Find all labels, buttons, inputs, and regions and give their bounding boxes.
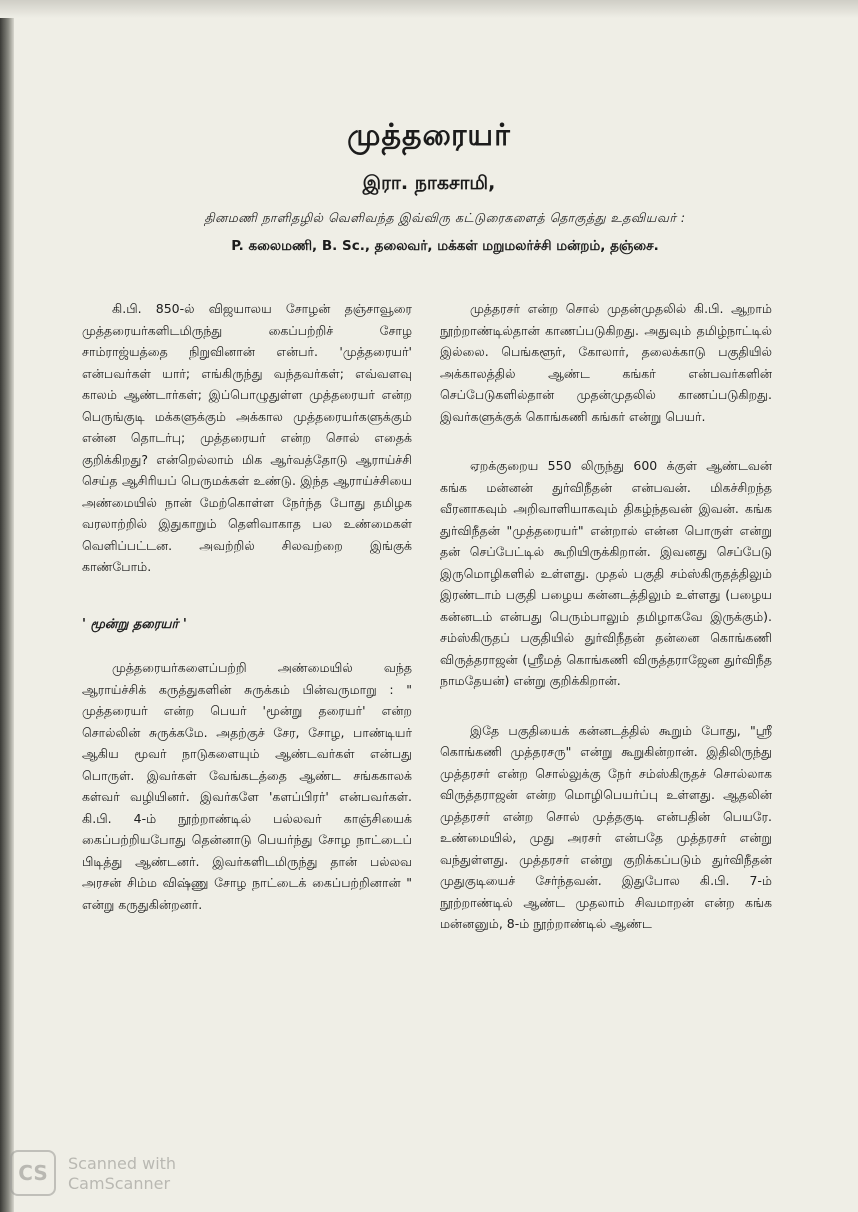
article-author: இரா. நாகசாமி, bbox=[362, 172, 496, 194]
watermark-line-1: Scanned with bbox=[68, 1154, 177, 1173]
left-paragraph-1: கி.பி. 850-ல் விஜயாலய சோழன் தஞ்சாவூரை முத்தரையர்களிடமிருந்து கைப்பற்றிச் சோழ சாம்ராஜ்யத்தை நிறுவினான் என்பர். 'முத்தரையர்' என்பவர்கள் யார்; எங்கிருந்து வந்தவர்கள்; எவ்வளவு காலம் ஆண்டார்கள்; இப்பொழுதுள்ள முத்தரையர் என்ற பெருங்குடி மக்களுக்கும் அக்கால முத்தரையர்களுக்கும் என்ன தொடர்பு; முத்தரையர் என்ற சொல் எதைக் குறிக்கிறது? என்றெல்லாம் மிக ஆர்வத்தோடு ஆராய்ச்சி செய்த ஆசிரியப் பெருமக்கள் உண்டு. இந்த ஆராய்ச்சியை அண்மையில் நான் மேற்கொள்ள நேர்ந்த போது தமிழக வரலாற்றில் இதுகாறும் தெளிவாகாத பல உண்மைகள் வெளிப்பட்டன. அவற்றில் சிலவற்றை இங்குக் காண்போம். bbox=[82, 301, 412, 574]
section-subheading: ' மூன்று தரையர் ' bbox=[82, 616, 187, 632]
right-column bbox=[440, 298, 772, 963]
credit-line: தினமணி நாளிதழில் வெளிவந்த இவ்விரு கட்டுரைகளைத் தொகுத்து உதவியவர் : bbox=[204, 210, 686, 225]
right-paragraph-2: ஏறக்குறைய 550 லிருந்து 600 க்குள் ஆண்டவன் கங்க மன்னன் துர்விநீதன் என்பவன். மிகச்சிறந்த வீரனாகவும் அறிவாளியாகவும் திகழ்ந்தவன் இவன். கங்க துர்விநீதன் "முத்தரையர்" என்றால் என்ன பொருள் என்று தன் செப்பேட்டில் கூறியிருக்கிறான். இவனது செப்பேடு இருமொழிகளில் உள்ளது. முதல் பகுதி சம்ஸ்கிருதத்திலும் இரண்டாம் பகுதி பழைய கன்னடத்திலும் உள்ளது (பழைய கன்னடம் என்பது பெரும்பாலும் தமிழாகவே இருக்கும்). சம்ஸ்கிருதப் பகுதியில் துர்விநீதன் தன்னை கொங்கணி விருத்தராஜன் (ஸ்ரீமத் கொங்கணி விருத்தராஜேன துர்விநீத நாமதேயன்) என்று குறிக்கிறான். bbox=[440, 458, 772, 688]
left-paragraph-2: முத்தரையர்களைப்பற்றி அண்மையில் வந்த ஆராய்ச்சிக் கருத்துகளின் சுருக்கம் பின்வருமாறு : " முத்தரையர் என்ற பெயர் 'மூன்று தரையர்' என்ற சொல்லின் சுருக்கமே. அதற்குச் சேர, சோழ, பாண்டியர் ஆகிய மூவர் நாடுகளையும் ஆண்டவர்கள் என்பது பொருள். இவர்கள் வேங்கடத்தை ஆண்ட சங்ககாலக் கள்வர் வழியினர். இவர்களே 'களப்பிரர்' என்பவர்கள். கி.பி. 4-ம் நூற்றாண்டில் பல்லவர் காஞ்சியைக் கைப்பற்றியபோது தென்னாடு பெயர்ந்து சோழ நாட்டைப் பிடித்து ஆண்டனர். இவர்களிடமிருந்து தான் பல்லவ அரசன் சிம்ம விஷ்ணு சோழ நாட்டைக் கைப்பற்றினான் " என்று கருதுகின்றனர். bbox=[82, 660, 412, 912]
left-column bbox=[82, 298, 412, 943]
watermark-line-2: CamScanner bbox=[68, 1174, 171, 1193]
camscanner-logo: CS bbox=[10, 1150, 56, 1196]
right-paragraph-1: முத்தரசர் என்ற சொல் முதன்முதலில் கி.பி. ஆறாம் நூற்றாண்டில்தான் காணப்படுகிறது. அதுவும் தமிழ்நாட்டில் இல்லை. பெங்களூர், கோலார், தலைக்காடு பகுதியில் அக்காலத்தில் ஆண்ட கங்கர் என்பவர்களின் செப்பேடுகளில்தான் முதன்முதலில் காணப்படுகிறது. இவர்களுக்குக் கொங்கணி கங்கர் என்று பெயர். bbox=[440, 301, 772, 424]
right-paragraph-3: இதே பகுதியைக் கன்னடத்தில் கூறும் போது, "ஸ்ரீ கொங்கணி முத்தரசரு" என்று கூறுகின்றான். இதிலிருந்து முத்தரசர் என்ற சொல்லுக்கு நேர் சம்ஸ்கிருதச் சொல்லாக விருத்தராஜன் என்ற மொழிபெயர்ப்பு உள்ளது. ஆதலின் முத்தரசர் என்ற சொல் முத்தகுடி என்பதின் பெயரே. உண்மையில், முது அரசர் என்பதே முத்தரசர் என்று வந்துள்ளது. முத்தரசர் என்று குறிக்கப்படும் துர்விநீதன் முதுகுடியைச் சேர்ந்தவன். இதுபோல கி.பி. 7-ம் நூற்றாண்டில் ஆண்ட முதலாம் சிவமாறன் என்ற கங்க மன்னனும், 8-ம் நூற்றாண்டில் ஆண்ட bbox=[440, 722, 772, 931]
scan-page-top-shadow bbox=[0, 0, 858, 18]
watermark-text bbox=[68, 1154, 176, 1194]
compiler-line: P. கலைமணி, B. Sc., தலைவர், மக்கள் மறுமலர்ச்சி மன்றம், தஞ்சை. bbox=[231, 238, 659, 254]
article-title: முத்தரையர் bbox=[347, 118, 511, 153]
scanner-watermark bbox=[10, 1150, 240, 1200]
